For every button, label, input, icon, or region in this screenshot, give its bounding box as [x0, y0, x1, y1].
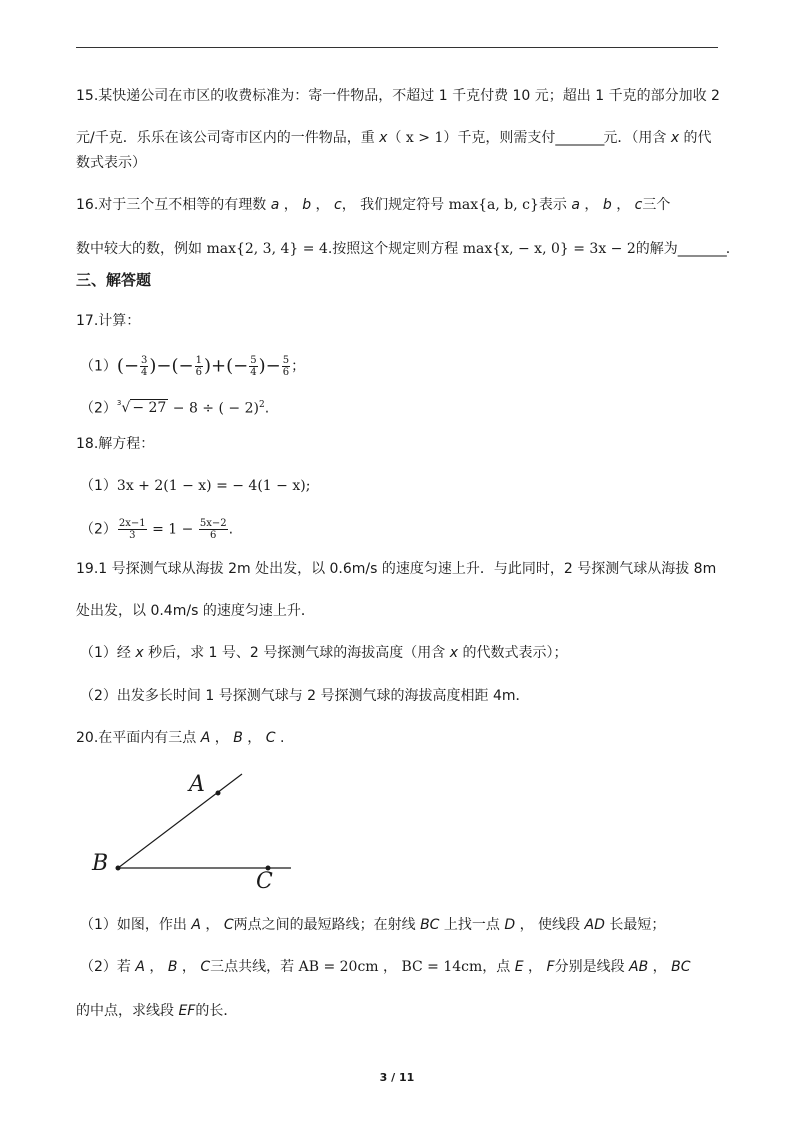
q17-part2: $(2)^3√ - 27 - 8$ ÷ ( − 2)$^2$. — [80, 395, 269, 420]
q19-part2: （2）出发多长时间 1 号探测气球与 2 号探测气球的海拔高度相距 4m． — [80, 688, 530, 704]
q16-line1: 16.对于三个互不相等的有理数 a ， b ， c， 我们规定符号 max{a, b, c}表示 a ， b ， c三个 — [76, 197, 671, 213]
q18-part1: （1）3x + 2(1 − x) = − 4(1 − x); — [80, 478, 311, 494]
q18-title: 18.解方程： — [76, 436, 155, 452]
section-title: 三、解答题 — [76, 271, 152, 289]
geometry-figure — [86, 766, 306, 896]
max-equation: max{x, − x, 0} = 3x − 2 — [462, 241, 636, 257]
ray-BA — [118, 774, 242, 868]
max-example: max{2, 3, 4} = 4 — [206, 241, 328, 257]
q16-answer-blank: ________ — [677, 241, 726, 257]
q20-part2: （2）若 A ， B ， C三点共线，若 AB = 20cm ， BC = 14cm，点 E ， F分别是线段 AB ， BC — [80, 959, 691, 975]
header-rule — [76, 47, 718, 48]
q15-line3: 数式表示） — [76, 155, 146, 171]
q19-line1: 19.1 号探测气球从海拔 2m 处出发，以 0.6m/s 的速度匀速上升．与此同时，2 号探测气球从海拔 8m — [76, 561, 717, 577]
page-number: 3 / 11 — [379, 1071, 415, 1084]
q20-part1: （1）如图，作出 A ， C两点之间的最短路线；在射线 BC 上找一点 D ， 使线段 AD 长最短； — [80, 917, 666, 933]
q15-answer-blank: ________ — [555, 130, 604, 146]
q20-title: 20.在平面内有三点 A ， B ， C . — [76, 730, 285, 746]
q18-part2: （2） $\frac{2x-1}{3}$ = 1 − $\frac{5x-2}{6}$ . — [80, 518, 234, 541]
q16-line2: 数中较大的数，例如 max{2, 3, 4} = 4.按照这个规定则方程 max{x, − x, 0} = 3x − 2的解为________. — [76, 241, 731, 257]
max-symbol: max{a, b, c} — [448, 197, 539, 213]
label-A: A — [189, 772, 205, 797]
point-B — [116, 866, 121, 871]
q17-part1: （1）(− $\frac{3}{4}$ )−(− $\frac{1}{6}$ )+(− $\frac{5}{4}$ )− $\frac{5}{6}$ ； — [80, 355, 306, 378]
label-B: B — [92, 851, 109, 876]
label-C: C — [256, 869, 273, 894]
q20-line3: 的中点，求线段 EF的长． — [76, 1003, 238, 1019]
q15-line1: 15.某快递公司在市区的收费标准为：寄一件物品，不超过 1 千克付费 10 元；超出 1 千克的部分加收 2 — [76, 88, 720, 104]
cube-root: $^3$√ − 27 — [116, 398, 167, 416]
q19-line2: 处出发，以 0.4m/s 的速度匀速上升． — [76, 603, 315, 619]
q15-line2: 元/千克．乐乐在该公司寄市区内的一件物品，重 x（ x > 1）千克，则需支付________元．（用含 x 的代 — [76, 130, 712, 146]
q17-title: 17.计算： — [76, 313, 141, 329]
q19-part1: （1）经 x 秒后，求 1 号、2 号探测气球的海拔高度（用含 x 的代数式表示）； — [80, 645, 568, 661]
point-A — [216, 791, 221, 796]
